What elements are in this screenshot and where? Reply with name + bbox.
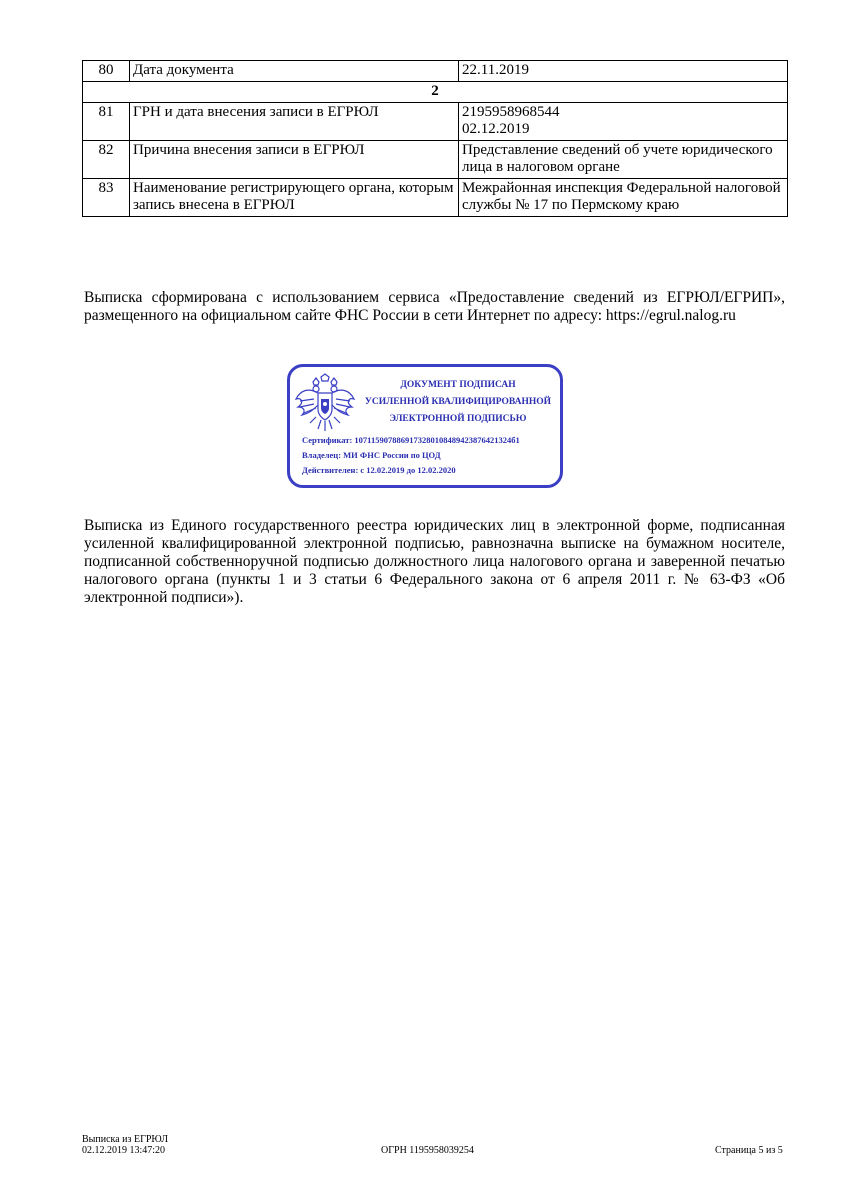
section-number: 2 (83, 82, 788, 103)
row-value: 22.11.2019 (459, 61, 788, 82)
stamp-heading-line: УСИЛЕННОЙ КВАЛИФИЦИРОВАННОЙ (364, 397, 552, 407)
footer-datetime: 02.12.2019 13:47:20 (82, 1145, 166, 1156)
table-row (83, 61, 788, 82)
footer-doc-info (82, 1134, 168, 1156)
service-note-paragraph: Выписка сформирована с использованием сервиса «Предоставление сведений из ЕГРЮЛ/ЕГРИП», размещенного на официальном сайте ФНС России в сети Интернет по адресу: https://egrul.nalog.ru (84, 289, 785, 324)
table-row (83, 179, 788, 217)
footer-page-number: Страница 5 из 5 (715, 1145, 783, 1156)
stamp-owner: Владелец: МИ ФНС России по ЦОД (302, 450, 441, 460)
row-value (459, 103, 788, 141)
footer-ogrn: ОГРН 1195958039254 (381, 1145, 474, 1156)
row-label: Наименование регистрирующего органа, которым запись внесена в ЕГРЮЛ (130, 179, 459, 217)
table-row (83, 141, 788, 179)
electronic-signature-stamp (287, 364, 563, 488)
records-table (82, 60, 788, 217)
russian-coat-of-arms-icon (294, 373, 356, 433)
stamp-heading-line: ЭЛЕКТРОННОЙ ПОДПИСЬЮ (389, 414, 527, 424)
stamp-heading (360, 377, 556, 428)
row-label: ГРН и дата внесения записи в ЕГРЮЛ (130, 103, 459, 141)
section-row (83, 82, 788, 103)
grn-date: 02.12.2019 (462, 121, 530, 137)
table-row (83, 103, 788, 141)
grn-value: 2195958968544 (462, 104, 560, 120)
row-number: 82 (83, 141, 130, 179)
footer-doc-name: Выписка из ЕГРЮЛ (82, 1134, 168, 1145)
row-value: Представление сведений об учете юридического лица в налоговом органе (459, 141, 788, 179)
row-number: 83 (83, 179, 130, 217)
row-value: Межрайонная инспекция Федеральной налоговой службы № 17 по Пермскому краю (459, 179, 788, 217)
legal-note-paragraph: Выписка из Единого государственного реестра юридических лиц в электронной форме, подписанная усиленной квалифицированной электронной подписью, равнозначна выписке на бумажном носителе, подписанной собственноручной подписью должностного лица налогового органа и заверенной печатью налогового органа (пункты 1 и 3 статьи 6 Федерального закона от 6 апреля 2011 г. № 63-ФЗ «Об электронной подписи»). (84, 517, 785, 606)
row-number: 81 (83, 103, 130, 141)
stamp-heading-line: ДОКУМЕНТ ПОДПИСАН (400, 380, 516, 390)
stamp-certificate: Сертификат: 1071159078869173280108489423876421324б1 (302, 435, 520, 445)
stamp-validity: Действителен: с 12.02.2019 до 12.02.2020 (302, 465, 456, 475)
row-label: Причина внесения записи в ЕГРЮЛ (130, 141, 459, 179)
row-number: 80 (83, 61, 130, 82)
row-label: Дата документа (130, 61, 459, 82)
